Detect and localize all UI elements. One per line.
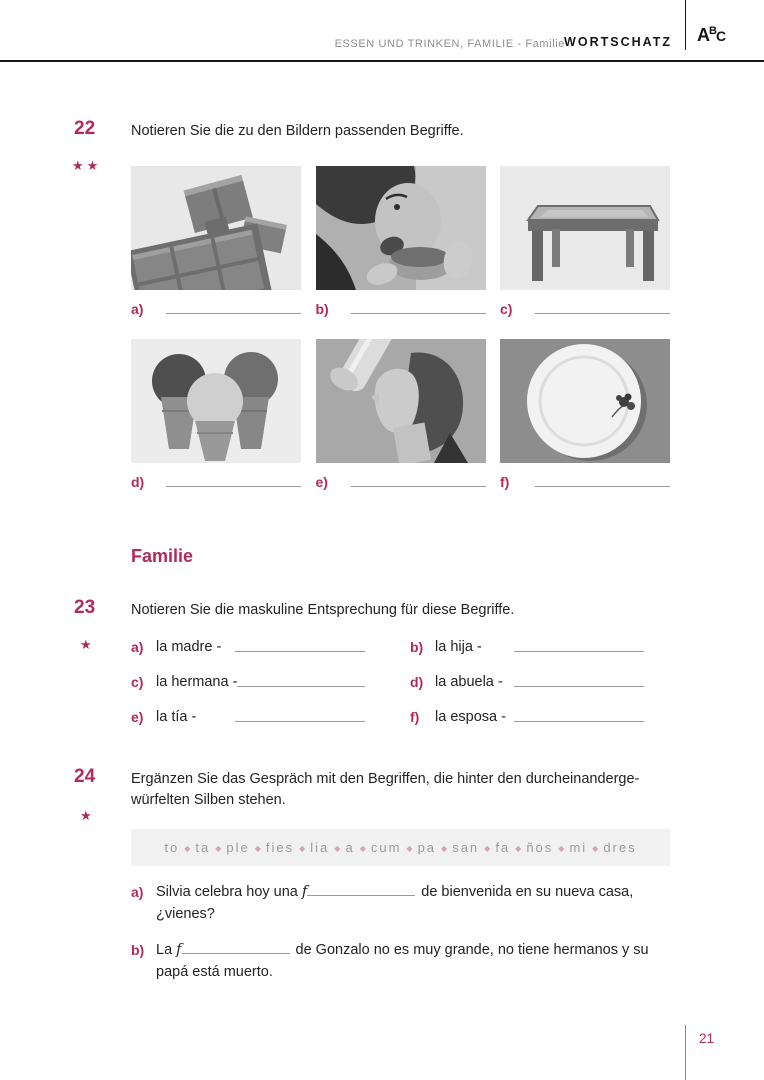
term-la-hermana: la hermana -	[156, 674, 238, 690]
breadcrumb: ESSEN UND TRINKEN, FAMILIE - Familie	[334, 38, 565, 50]
ex23-item-d	[410, 672, 644, 690]
exercise-22-number: 22	[74, 118, 96, 139]
ex23-item-f	[410, 707, 644, 725]
wooden-table-photo	[500, 166, 670, 290]
exercise-24-difficulty-stars: ★	[80, 808, 95, 823]
syllable-box	[131, 829, 670, 866]
sentence-b-line2: papá está muerto.	[156, 964, 273, 980]
ice-cream-cones-photo	[131, 339, 301, 463]
term-la-esposa: la esposa -	[435, 709, 506, 725]
exercise-23-difficulty-stars: ★	[80, 637, 95, 652]
answer-blank-22a[interactable]	[166, 313, 301, 314]
photo-cell-e	[316, 339, 486, 490]
sentence-a-blank-prefix: f	[301, 884, 308, 900]
chocolate-bar-photo	[131, 166, 301, 290]
sentence-a-line2: ¿vienes?	[156, 906, 215, 922]
answer-blank-22c[interactable]	[535, 313, 670, 314]
item-letter-22b: b)	[315, 301, 329, 317]
item-letter-24b: b)	[131, 942, 145, 958]
ex23-item-e	[131, 707, 365, 725]
man-eating-sandwich-photo	[316, 166, 486, 290]
item-letter-23e: e)	[131, 709, 144, 725]
sentence-a-after: de bienvenida en su nueva casa,	[421, 884, 634, 900]
ex24-sentence-a	[156, 881, 670, 925]
term-la-hija: la hija -	[435, 639, 482, 655]
term-la-tia: la tía -	[156, 709, 197, 725]
ex23-item-b	[410, 637, 644, 655]
sentence-b-after: de Gonzalo no es muy grande, no tiene hermanos y su	[295, 942, 649, 958]
item-letter-23f: f)	[410, 709, 420, 725]
item-letter-23c: c)	[131, 674, 144, 690]
sentence-b-before: La	[156, 942, 173, 958]
page-number: 21	[699, 1031, 715, 1046]
ex23-item-c	[131, 672, 365, 690]
header-section-label: WORTSCHATZ	[564, 35, 672, 49]
exercise-22-photo-grid	[131, 166, 670, 490]
header-rule	[0, 60, 764, 62]
term-la-abuela: la abuela -	[435, 674, 503, 690]
ex24-item-b	[131, 939, 670, 983]
exercise-24-instruction	[131, 769, 676, 811]
sentence-b-blank-prefix: f	[176, 942, 182, 958]
item-letter-23d: d)	[410, 674, 424, 690]
answer-blank-23d[interactable]	[514, 686, 644, 687]
answer-blank-22f[interactable]	[535, 486, 670, 487]
answer-blank-22b[interactable]	[351, 313, 486, 314]
syllable-row: to ◆ ta ◆ ple ◆ fies ◆ lia ◆ a ◆ cum ◆ pa ◆ san ◆ fa ◆ ños ◆ mi ◆ dres	[164, 839, 637, 855]
instruction-line-2: würfelten Silben stehen.	[131, 792, 286, 808]
item-letter-24a: a)	[131, 884, 144, 900]
item-letter-23a: a)	[131, 639, 144, 655]
header-divider	[685, 0, 686, 50]
photo-cell-a	[131, 166, 301, 317]
answer-blank-23b[interactable]	[514, 651, 644, 652]
answer-blank-23c[interactable]	[237, 686, 365, 687]
photo-cell-c	[500, 166, 670, 317]
answer-blank-22d[interactable]	[166, 486, 301, 487]
answer-blank-23e[interactable]	[235, 721, 365, 722]
exercise-24-number: 24	[74, 766, 96, 787]
exercise-23-instruction: Notieren Sie die maskuline Entsprechung für diese Begriffe.	[131, 602, 515, 618]
ex23-item-a	[131, 637, 365, 655]
instruction-line-1: Ergänzen Sie das Gespräch mit den Begriffen, die hinter den durcheinanderge-	[131, 771, 640, 787]
answer-blank-24b[interactable]	[182, 940, 290, 954]
ex24-item-a	[131, 881, 670, 925]
photo-cell-f	[500, 339, 670, 490]
ex24-sentence-b	[156, 939, 670, 983]
item-letter-22e: e)	[315, 474, 328, 490]
abc-logo: $A^BC$	[697, 25, 726, 45]
item-letter-22f: f)	[500, 474, 510, 490]
answer-blank-22e[interactable]	[351, 486, 486, 487]
item-letter-22a: a)	[131, 301, 144, 317]
section-heading-familie: Familie	[131, 546, 194, 566]
exercise-22-difficulty-stars: ★★	[72, 158, 102, 173]
sentence-a-before: Silvia celebra hoy una	[156, 884, 298, 900]
answer-blank-24a[interactable]	[307, 882, 415, 896]
footer-divider-line	[685, 1025, 686, 1080]
exercise-22-instruction: Notieren Sie die zu den Bildern passenden Begriffe.	[131, 123, 464, 139]
term-la-madre: la madre -	[156, 639, 222, 655]
plate-with-garnish-photo	[500, 339, 670, 463]
photo-cell-b	[316, 166, 486, 317]
answer-blank-23a[interactable]	[235, 651, 365, 652]
woman-drinking-bottle-photo	[316, 339, 486, 463]
answer-blank-23f[interactable]	[514, 721, 644, 722]
item-letter-23b: b)	[410, 639, 424, 655]
photo-cell-d	[131, 339, 301, 490]
item-letter-22c: c)	[500, 301, 513, 317]
exercise-23-number: 23	[74, 597, 96, 618]
exercise-23-items	[131, 637, 644, 725]
item-letter-22d: d)	[131, 474, 145, 490]
